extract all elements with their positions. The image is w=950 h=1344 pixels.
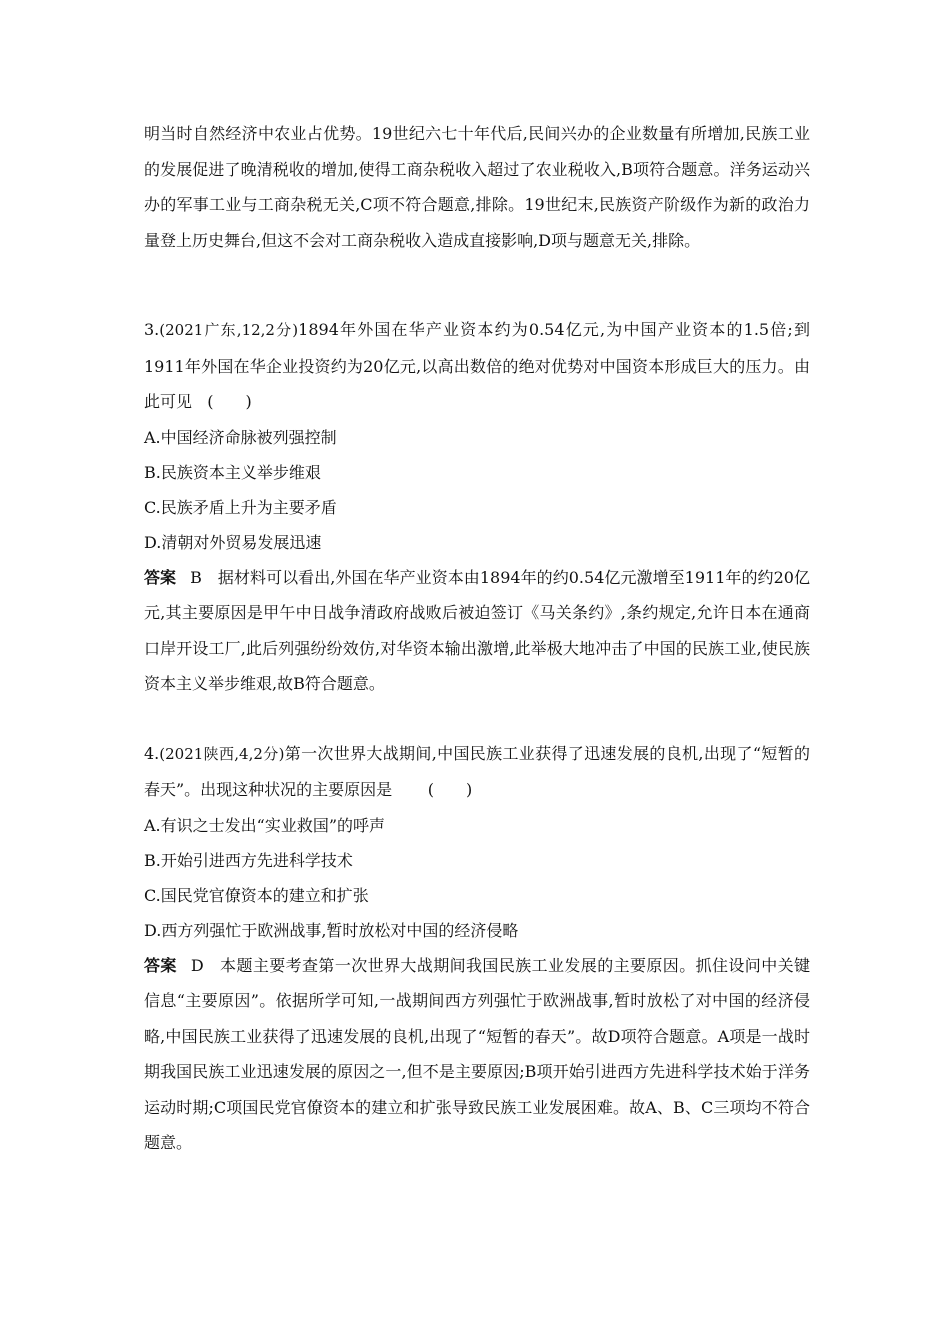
question-4-source: (2021陕西,4,2分) [159,744,285,763]
question-3-blank: ( ) [207,392,252,411]
question-4-blank: ( ) [427,780,473,799]
answer-label: 答案 [144,567,177,587]
question-4 [144,736,810,1161]
answer-label: 答案 [144,955,177,975]
question-3-option-c: C.民族矛盾上升为主要矛盾 [144,497,337,517]
question-4-option-c: C.国民党官僚资本的建立和扩张 [144,885,369,905]
answer-explanation: 本题主要考查第一次世界大战期间我国民族工业发展的主要原因。抓住设问中关键信息“主要原因”。依据所学可知,一战期间西方列强忙于欧洲战事,暂时放松了对中国的经济侵略,中国民族工业获得了迅速发展的良机,出现了“短暂的春天”。故D项符合题意。A项是一战时期我国民族工业迅速发展的原因之一,但不是主要原因;B项开始引进西方先进科学技术始于洋务运动时期;C项国民党官僚资本的建立和扩张导致民族工业发展困难。故A、B、C三项均不符合题意。 [144,955,810,1152]
question-4-text: 第一次世界大战期间,中国民族工业获得了迅速发展的良机,出现了“短暂的春天”。出现这种状况的主要原因是 [144,743,810,799]
question-4-stem [144,736,810,808]
document-page [144,116,810,1161]
carryover-explanation: 明当时自然经济中农业占优势。19世纪六七十年代后,民间兴办的企业数量有所增加,民族工业的发展促进了晚清税收的增加,使得工商杂税收入超过了农业税收入,B项符合题意。洋务运动兴办的军事工业与工商杂税无关,C项不符合题意,排除。19世纪末,民族资产阶级作为新的政治力量登上历史舞台,但这不会对工商杂税收入造成直接影响,D项与题意无关,排除。 [144,124,810,250]
question-3 [144,312,810,702]
question-3-answer [144,560,810,702]
question-3-option-a: A.中国经济命脉被列强控制 [144,427,337,447]
question-3-source: (2021广东,12,2分) [159,321,299,339]
question-3-option-b: B.民族资本主义举步维艰 [144,462,321,482]
question-4-option-b: B.开始引进西方先进科学技术 [144,850,353,870]
question-3-stem [144,312,810,420]
question-3-text: 1894年外国在华产业资本约为0.54亿元,为中国产业资本的1.5倍;到1911年外国在华企业投资约为20亿元,以高出数倍的绝对优势对中国资本形成巨大的压力。由此可见 [144,320,810,411]
question-4-option-a: A.有识之士发出“实业救国”的呼声 [144,815,386,835]
question-3-number: 3. [144,320,160,339]
question-4-option-d: D.西方列强忙于欧洲战事,暂时放松对中国的经济侵略 [144,920,519,940]
answer-letter: B [190,567,202,587]
question-4-answer [144,948,810,1161]
spacer [144,702,810,736]
answer-letter: D [190,955,204,975]
question-4-number: 4. [144,743,160,763]
spacer [144,258,810,312]
question-3-option-d: D.清朝对外贸易发展迅速 [144,532,322,552]
answer-explanation: 据材料可以看出,外国在华产业资本由1894年的约0.54亿元激增至1911年的约20亿元,其主要原因是甲午中日战争清政府战败后被迫签订《马关条约》,条约规定,允许日本在通商口岸开设工厂,此后列强纷纷效仿,对华资本输出激增,此举极大地冲击了中国的民族工业,使民族资本主义举步维艰,故B符合题意。 [144,567,810,693]
